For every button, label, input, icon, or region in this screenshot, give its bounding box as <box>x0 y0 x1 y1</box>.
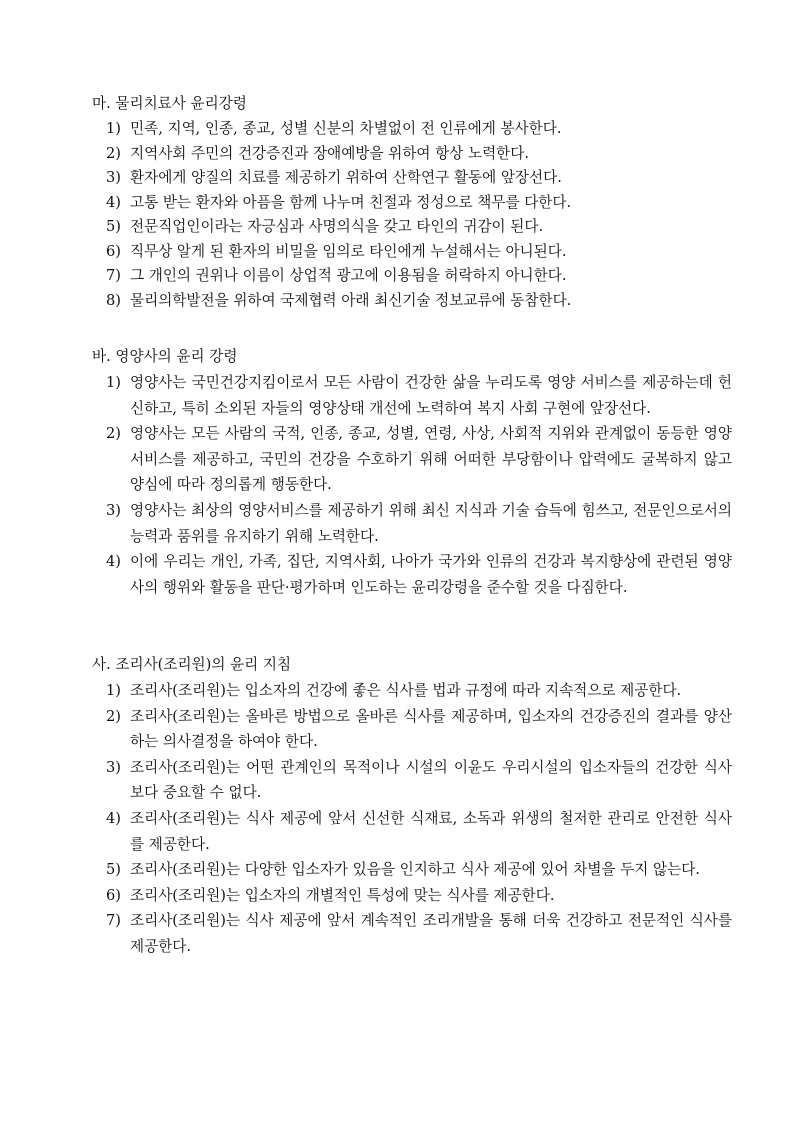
item-text: 조리사(조리원)는 식사 제공에 앞서 계속적인 조리개발을 통해 더욱 건강하고 전문적인 식사를 제공한다. <box>130 912 732 955</box>
list-item <box>92 549 732 600</box>
list-item <box>92 215 732 240</box>
item-number: 4) <box>106 193 121 211</box>
item-text: 조리사(조리원)는 입소자의 개별적인 특성에 맞는 식사를 제공한다. <box>130 886 555 904</box>
list-item <box>92 704 732 755</box>
ethics-list <box>92 370 732 600</box>
item-text: 물리의학발전을 위하여 국제협력 아래 최신기술 정보교류에 동참한다. <box>130 291 572 309</box>
item-number: 3) <box>106 501 121 519</box>
list-item <box>92 142 732 167</box>
section-physical-therapist-ethics <box>92 90 732 313</box>
item-text: 민족, 지역, 인종, 종교, 성별 신분의 차별없이 전 인류에게 봉사한다. <box>130 120 562 137</box>
section-dietitian-ethics <box>92 343 732 600</box>
item-text: 조리사(조리원)는 입소자의 건강에 좋은 식사를 법과 규정에 따라 지속적으로 제공한다. <box>130 682 682 699</box>
item-number: 1) <box>106 682 121 699</box>
ethics-list <box>92 117 732 313</box>
item-number: 1) <box>106 120 121 137</box>
item-number: 1) <box>106 374 121 391</box>
list-item <box>92 264 732 289</box>
item-number: 2) <box>106 707 121 725</box>
item-text: 전문직업인이라는 자긍심과 사명의식을 갖고 타인의 귀감이 된다. <box>130 218 544 235</box>
item-number: 2) <box>106 425 121 443</box>
ethics-list <box>92 678 732 960</box>
list-item <box>92 806 732 857</box>
list-item <box>92 166 732 191</box>
item-text: 조리사(조리원)는 식사 제공에 앞서 신선한 식재료, 소독과 위생의 철저한 관리로 안전한 식사를 제공한다. <box>130 809 732 853</box>
item-number: 3) <box>106 169 121 186</box>
item-number: 4) <box>106 553 121 571</box>
item-text: 지역사회 주민의 건강증진과 장애예방을 위하여 항상 노력한다. <box>130 144 530 162</box>
item-number: 8) <box>106 291 121 309</box>
item-number: 4) <box>106 809 121 827</box>
item-text: 영양사는 최상의 영양서비스를 제공하기 위해 최신 지식과 기술 습득에 힘쓰고, 전문인으로서의 능력과 품위를 유지하기 위해 노력한다. <box>130 501 732 545</box>
list-item <box>92 289 732 314</box>
item-number: 2) <box>106 144 121 162</box>
list-item <box>92 240 732 265</box>
item-text: 조리사(조리원)는 어떤 관계인의 목적이나 시설의 이윤도 우리시설의 입소자들의 건강한 식사보다 중요할 수 없다. <box>130 758 732 802</box>
list-item <box>92 678 732 704</box>
item-text: 이에 우리는 개인, 가족, 집단, 지역사회, 나아가 국가와 인류의 건강과 복지향상에 관련된 영양사의 행위와 활동을 판단·평가하며 인도하는 윤리강령을 준수할 것을 다짐한다. <box>130 553 732 596</box>
section-heading: 바. 영양사의 윤리 강령 <box>92 348 238 365</box>
list-item <box>92 117 732 142</box>
item-text: 그 개인의 권위나 이름이 상업적 광고에 이용됨을 허락하지 아니한다. <box>130 267 567 284</box>
item-number: 5) <box>106 218 121 235</box>
section-heading: 마. 물리치료사 윤리강령 <box>92 95 247 112</box>
item-text: 조리사(조리원)는 올바른 방법으로 올바른 식사를 제공하며, 입소자의 건강증진의 결과를 양산하는 의사결정을 하여야 한다. <box>130 707 732 751</box>
list-item <box>92 857 732 883</box>
item-number: 6) <box>106 886 121 904</box>
list-item <box>92 883 732 909</box>
item-text: 조리사(조리원)는 다양한 입소자가 있음을 인지하고 식사 제공에 있어 차별을 두지 않는다. <box>130 861 700 879</box>
list-item <box>92 421 732 498</box>
item-text: 영양사는 국민건강지킴이로서 모든 사람이 건강한 삶을 누리도록 영양 서비스를 제공하는데 헌신하고, 특히 소외된 자들의 영양상태 개선에 노력하여 복지 사회 구현에 앞장선다. <box>130 374 732 417</box>
item-number: 7) <box>106 267 121 284</box>
item-number: 3) <box>106 758 121 776</box>
list-item <box>92 908 732 959</box>
list-item <box>92 370 732 421</box>
item-text: 환자에게 양질의 치료를 제공하기 위하여 산학연구 활동에 앞장선다. <box>130 169 562 186</box>
list-item <box>92 191 732 216</box>
item-text: 고통 받는 환자와 아픔을 함께 나누며 친절과 정성으로 책무를 다한다. <box>130 193 572 211</box>
item-number: 6) <box>106 242 121 260</box>
list-item <box>92 755 732 806</box>
item-number: 7) <box>106 912 121 930</box>
section-cook-ethics <box>92 651 732 960</box>
section-heading: 사. 조리사(조리원)의 윤리 지침 <box>92 656 292 673</box>
item-text: 직무상 알게 된 환자의 비밀을 임의로 타인에게 누설해서는 아니된다. <box>130 242 567 260</box>
item-number: 5) <box>106 861 121 879</box>
list-item <box>92 498 732 549</box>
item-text: 영양사는 모든 사람의 국적, 인종, 종교, 성별, 연령, 사상, 사회적 지위와 관계없이 동등한 영양서비스를 제공하고, 국민의 건강을 수호하기 위해 어떠한 부당함이나 압력에도 굴복하지 않고 양심에 따라 정의롭게 행동한다. <box>130 425 732 494</box>
